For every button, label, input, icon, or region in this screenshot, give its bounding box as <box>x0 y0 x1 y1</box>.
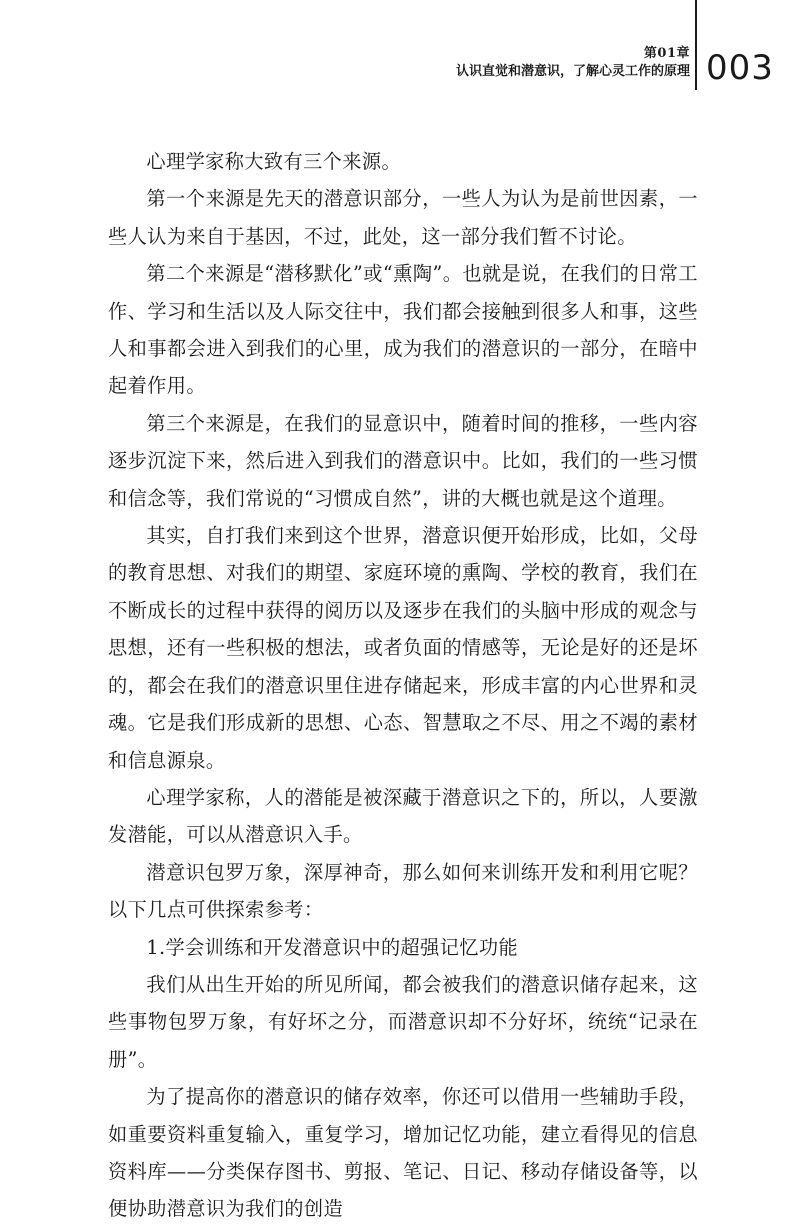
paragraph: 第二个来源是“潜移默化”或“熏陶”。也就是说，在我们的日常工作、学习和生活以及人际交往中，我们都会接触到很多人和事，这些人和事都会进入到我们的心里，成为我们的潜意识的一部分，在暗中起着作用。 <box>108 262 698 398</box>
paragraph: 第三个来源是，在我们的显意识中，随着时间的推移，一些内容逐步沉淀下来，然后进入到我们的潜意识中。比如，我们的一些习惯和信念等，我们常说的“习惯成自然”，讲的大概也就是这个道理。 <box>108 411 698 510</box>
paragraph: 我们从出生开始的所见所闻，都会被我们的潜意识储存起来，这些事物包罗万象，有好坏之分，而潜意识却不分好坏，统统“记录在册”。 <box>108 972 698 1071</box>
paragraph: 潜意识包罗万象，深厚神奇，那么如何来训练开发和利用它呢？以下几点可供探索参考： <box>108 860 698 922</box>
running-header <box>0 0 790 100</box>
section-heading: 1.学会训练和开发潜意识中的超强记忆功能 <box>146 935 519 959</box>
paragraph: 心理学家称大致有三个来源。 <box>146 150 402 173</box>
paragraph: 其实，自打我们来到这个世界，潜意识便开始形成，比如，父母的教育思想、对我们的期望、家庭环境的熏陶、学校的教育，我们在不断成长的过程中获得的阅历以及逐步在我们的头脑中形成的观念与思想，还有一些积极的想法，或者负面的情感等，无论是好的还是坏的，都会在我们的潜意识里住进存储起来，形成丰富的内心世界和灵魂。它是我们形成新的思想、心态、智慧取之不尽、用之不竭的素材和信息源泉。 <box>108 524 698 772</box>
paragraph: 为了提高你的潜意识的储存效率，你还可以借用一些辅助手段，如重要资料重复输入，重复学习，增加记忆功能，建立看得见的信息资料库——分类保存图书、剪报、笔记、日记、移动存储设备等，以便协助潜意识为我们的创造 <box>108 1085 698 1221</box>
header-divider <box>695 0 697 90</box>
paragraph: 第一个来源是先天的潜意识部分，一些人为认为是前世因素，一些人认为来自于基因，不过，此处，这一部分我们暂不讨论。 <box>108 187 698 248</box>
chapter-heading <box>456 46 690 82</box>
chapter-number: 第01章 <box>643 46 690 61</box>
chapter-title: 认识直觉和潜意识，了解心灵工作的原理 <box>455 64 690 79</box>
body-text <box>108 143 698 1228</box>
page-number: 003 <box>706 48 774 88</box>
paragraph: 心理学家称，人的潜能是被深藏于潜意识之下的，所以，人要激发潜能，可以从潜意识入手。 <box>108 785 698 847</box>
